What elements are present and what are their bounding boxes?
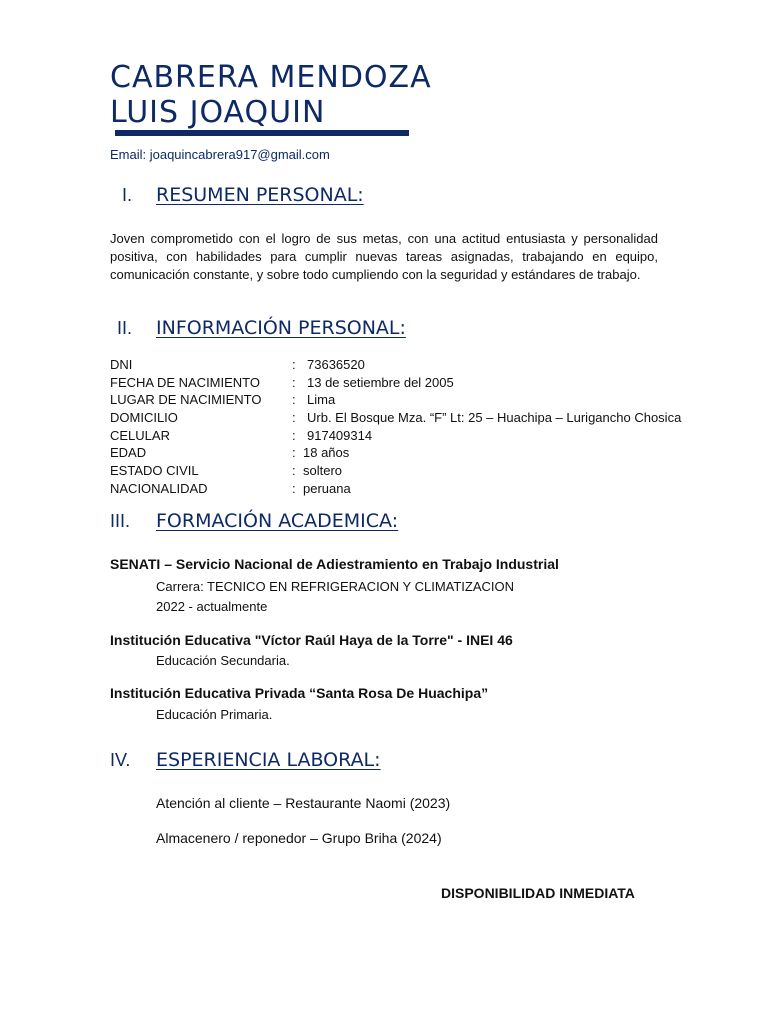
info-value: 917409314	[307, 428, 373, 443]
info-colon: :	[292, 428, 296, 443]
education-title-primary: Institución Educativa Privada “Santa Rosa De Huachipa”	[110, 685, 489, 701]
info-value: soltero	[303, 463, 343, 478]
info-colon: :	[292, 375, 296, 390]
section-number-experience: IV.	[110, 750, 131, 770]
info-value: Lima	[307, 392, 336, 407]
section-number-education: III.	[110, 511, 131, 531]
info-value: 13 de setiembre del 2005	[307, 375, 454, 390]
info-colon: :	[292, 481, 296, 496]
info-label: CELULAR	[110, 428, 170, 443]
info-label: NACIONALIDAD	[110, 481, 208, 496]
summary-paragraph: Joven comprometido con el logro de sus metas, con una actitud entusiasta y personalidad positiva, con habilidades para cumplir nuevas tareas asignadas, trabajando en equipo, comunicación constante, y sobre todo cumpliendo con la seguridad y estándares de trabajo.	[110, 231, 658, 282]
name-underline	[115, 130, 409, 136]
section-title-experience: ESPERIENCIA LABORAL:	[156, 749, 381, 771]
info-label: EDAD	[110, 445, 147, 460]
name-line-2: LUIS JOAQUIN	[110, 95, 326, 130]
education-title-secondary: Institución Educativa "Víctor Raúl Haya de la Torre" - INEI 46	[110, 632, 513, 648]
info-value: 18 años	[303, 445, 350, 460]
section-number-summary: I.	[122, 185, 133, 205]
section-title-education: FORMACIÓN ACADEMICA:	[156, 510, 399, 532]
education-detail: 2022 - actualmente	[156, 599, 268, 614]
info-value: Urb. El Bosque Mza. “F” Lt: 25 – Huachipa – Lurigancho Chosica	[307, 410, 682, 425]
section-number-personal: II.	[117, 318, 133, 338]
info-colon: :	[292, 410, 296, 425]
info-label: FECHA DE NACIMIENTO	[110, 375, 261, 390]
info-label: ESTADO CIVIL	[110, 463, 199, 478]
info-colon: :	[292, 463, 296, 478]
job-item: Almacenero / reponedor – Grupo Briha (2024)	[156, 830, 442, 846]
info-label: LUGAR DE NACIMIENTO	[110, 392, 262, 407]
education-title-senati: SENATI – Servicio Nacional de Adiestramiento en Trabajo Industrial	[110, 556, 559, 572]
info-colon: :	[292, 357, 296, 372]
info-label: DOMICILIO	[110, 410, 178, 425]
info-colon: :	[292, 445, 296, 460]
info-colon: :	[292, 392, 296, 407]
info-label: DNI	[110, 357, 133, 372]
job-item: Atención al cliente – Restaurante Naomi (2023)	[156, 795, 451, 811]
education-detail: Carrera: TECNICO EN REFRIGERACION Y CLIMATIZACION	[156, 579, 515, 594]
availability-note: DISPONIBILIDAD INMEDIATA	[441, 885, 635, 901]
section-title-personal: INFORMACIÓN PERSONAL:	[156, 317, 406, 339]
info-value: peruana	[303, 481, 351, 496]
name-line-1: CABRERA MENDOZA	[110, 60, 432, 95]
email-text: Email: joaquincabrera917@gmail.com	[110, 147, 330, 162]
section-title-summary: RESUMEN PERSONAL:	[156, 184, 364, 206]
education-detail: Educación Primaria.	[156, 707, 273, 722]
education-detail: Educación Secundaria.	[156, 653, 290, 668]
info-value: 73636520	[307, 357, 365, 372]
